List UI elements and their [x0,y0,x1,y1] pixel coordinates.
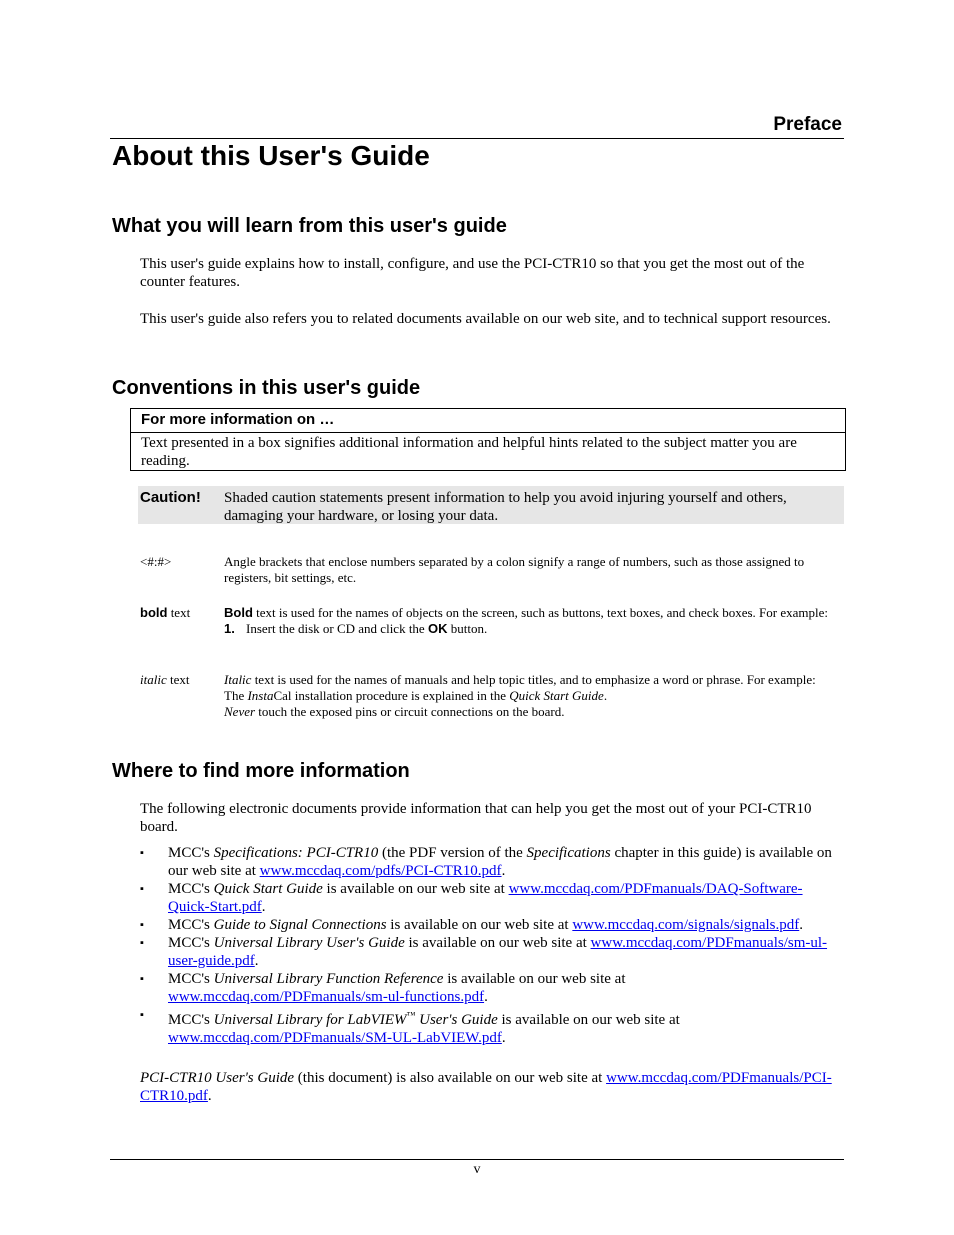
item-text: MCC's [168,881,214,897]
bold-example-ok: OK [427,621,448,636]
item-text: is available on our web site at [404,935,591,951]
item-title: Universal Library for LabVIEW [213,1012,407,1028]
italic-word: italic [140,672,167,687]
item-text: is available on our web site at [443,971,626,987]
caution-box [138,486,844,524]
convention-term-angle: <#:#> [140,554,172,569]
item-title: Specifications [526,845,611,861]
item-title: User's Guide [415,1012,498,1028]
item-text: chapter in this guide) is available on our web site at [168,845,832,879]
italic-ex1-insta: Insta [247,688,274,703]
item-text: (the PDF version of the [378,845,527,861]
convention-desc-bold [224,605,844,637]
caution-text: Shaded caution statements present information to help you avoid injuring yourself and others, damaging your hardware, or losing your data. [224,490,787,524]
list-item [140,916,844,934]
italic-term-rest: text [166,672,190,687]
list-item [140,1006,844,1047]
closing-text: . [207,1088,212,1104]
more-info-intro: The following electronic documents provide information that can help you get the most out of your PCI-CTR10 board. [140,801,812,835]
info-box-title: For more information on … [141,411,335,428]
italic-ex1-b: Cal installation procedure is explained in the [273,688,510,703]
bullet-icon: ▪ [140,847,144,859]
trademark-symbol: ™ [406,1010,416,1020]
conventions-heading: Conventions in this user's guide [112,377,421,399]
learn-heading: What you will learn from this user's guide [112,215,507,237]
item-text: MCC's [168,935,214,951]
italic-example-1 [224,688,844,704]
item-text: . [799,917,803,933]
bullet-icon: ▪ [140,937,144,949]
bullet-icon: ▪ [140,883,144,895]
caution-label: Caution! [140,489,201,506]
learn-paragraph-1: This user's guide explains how to install, configure, and use the PCI-CTR10 so that you get the most out of the counter features. [140,256,805,290]
list-item [140,880,844,916]
bold-example-number: 1. [224,621,235,636]
item-title: Specifications: PCI-CTR10 [213,845,379,861]
item-text: MCC's [168,917,214,933]
item-text: . [501,1030,506,1046]
convention-desc-italic [224,672,844,720]
closing-text: (this document) is also available on our web site at [294,1070,607,1086]
header-rule [110,138,844,139]
page-number: v [473,1162,481,1177]
document-link[interactable]: www.mccdaq.com/pdfs/PCI-CTR10.pdf [259,863,502,879]
italic-desc-word: Italic [224,672,252,687]
bold-example-pre: Insert the disk or CD and click the [246,621,428,636]
closing-link[interactable]: www.mccdaq.com/PDFmanuals/PCI-CTR10.pdf [140,1070,832,1104]
info-box [130,408,846,471]
item-text: is available on our web site at [386,917,573,933]
item-text: MCC's [168,1012,214,1028]
list-item [140,844,844,880]
italic-example-2 [224,704,844,720]
item-text: . [254,953,259,969]
item-text: . [484,989,488,1005]
section-label: Preface [773,114,842,135]
item-title: Universal Library Function Reference [213,971,444,987]
list-item [140,934,844,970]
bold-word: bold [140,605,168,620]
document-link[interactable]: www.mccdaq.com/PDFmanuals/sm-ul-functions.pdf [168,989,485,1005]
italic-ex1-c: . [603,688,608,703]
document-link[interactable]: www.mccdaq.com/PDFmanuals/sm-ul-user-guide.pdf [168,935,828,969]
convention-term-italic [140,672,189,688]
document-link[interactable]: www.mccdaq.com/signals/signals.pdf [572,917,800,933]
item-text: MCC's [168,971,214,987]
item-text: is available on our web site at [497,1012,680,1028]
bold-example-post: button. [447,621,488,636]
italic-ex1-qsg: Quick Start Guide [509,688,604,703]
info-box-divider [131,432,845,433]
italic-ex2-rest: touch the exposed pins or circuit connections on the board. [255,704,565,719]
document-link[interactable]: www.mccdaq.com/PDFmanuals/SM-UL-LabVIEW.pdf [168,1030,502,1046]
list-item [140,970,844,1006]
closing-paragraph [140,1069,844,1105]
document-list [140,844,844,1047]
closing-title: PCI-CTR10 User's Guide [140,1070,295,1086]
italic-ex1-a: The [224,688,248,703]
bullet-icon: ▪ [140,973,144,985]
document-link[interactable]: www.mccdaq.com/PDFmanuals/DAQ-Software-Quick-Start.pdf [168,881,803,915]
bold-desc-rest: text is used for the names of objects on the screen, such as buttons, text boxes, and check boxes. For example: [252,605,828,620]
bold-desc-word: Bold [224,605,253,620]
item-title: Universal Library User's Guide [213,935,405,951]
learn-paragraph-2: This user's guide also refers you to related documents available on our web site, and to technical support resources. [140,311,831,327]
italic-ex2-never: Never [224,704,256,719]
item-text: is available on our web site at [322,881,509,897]
item-title: Quick Start Guide [213,881,323,897]
footer-rule [110,1159,844,1160]
bold-example [224,621,844,637]
convention-term-bold [140,605,190,621]
item-title: Guide to Signal Connections [213,917,387,933]
item-text: MCC's [168,845,214,861]
bullet-icon: ▪ [140,919,144,931]
more-info-heading: Where to find more information [112,760,410,782]
italic-desc-rest: text is used for the names of manuals and help topic titles, and to emphasize a word or phrase. For example: [251,672,816,687]
info-box-text: Text presented in a box signifies additional information and helpful hints related to the subject matter you are reading. [141,435,797,469]
page-title: About this User's Guide [112,140,430,171]
item-text: . [501,863,506,879]
bullet-icon: ▪ [140,1009,144,1021]
item-text: . [261,899,266,915]
bold-term-rest: text [167,605,191,620]
convention-desc-angle: Angle brackets that enclose numbers separated by a colon signify a range of numbers, such as those assigned to registers, bit settings, etc. [224,554,805,585]
